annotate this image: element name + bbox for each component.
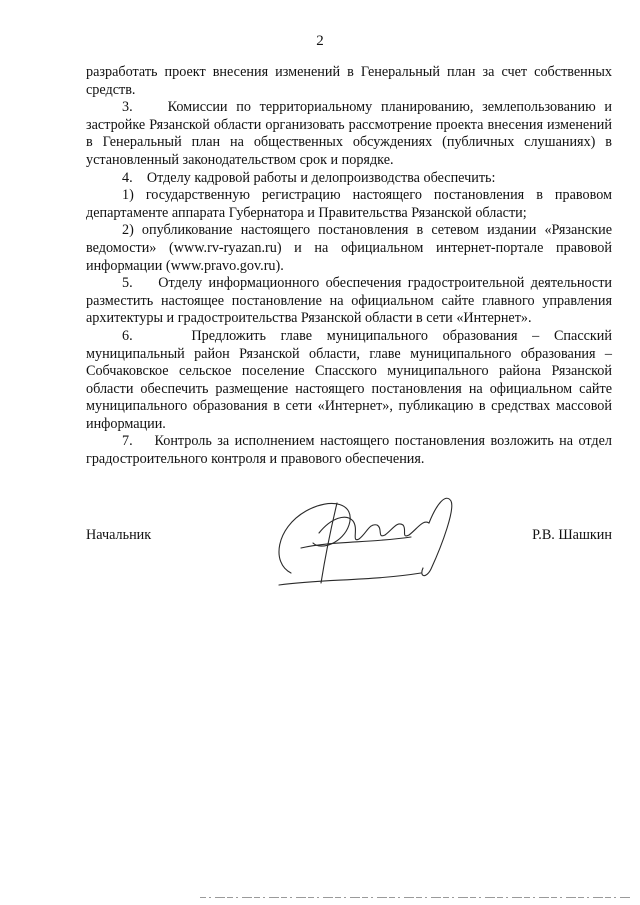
paragraph-item-6: 6. Предложить главе муниципального образования – Спасский муниципальный район Рязанской области, главе муниципального образования – Собчаковское сельское поселение Спасского муниципального района Рязанской области обеспечить размещение настоящего постановления на официальном сайте муниципального образования в сети «Интернет», публикацию в средствах массовой информации. (86, 327, 612, 432)
paragraph-item-7: 7. Контроль за исполнением настоящего постановления возложить на отдел градостроительного контроля и правового обеспечения. (86, 433, 612, 468)
paragraph-item-4-sub-1: 1) государственную регистрацию настоящего постановления в правовом департаменте аппарата Губернатора и Правительства Рязанской области; (86, 187, 612, 221)
signer-name: Р.В. Шашкин (532, 527, 612, 543)
paragraph-item-4: 4. Отделу кадровой работы и делопроизводства обеспечить: (122, 169, 496, 186)
signer-title: Начальник (86, 527, 152, 543)
page-number: 2 (316, 33, 324, 49)
document-body (86, 64, 612, 469)
paragraph-item-3: 3. Комиссии по территориальному планированию, землепользованию и застройке Рязанской области организовать рассмотрение проекта внесения изменений в Генеральный план на общественных обсуждениях (публичных слушаниях) в установленный законодательством срок и порядке. (86, 99, 612, 168)
paragraph-item-5: 5. Отделу информационного обеспечения градостроительной деятельности разместить настоящее постановление на официальном сайте главного управления архитектуры и градостроительства Рязанской области в сети «Интернет». (86, 275, 612, 327)
signature-block (86, 515, 612, 605)
paragraph-continuation: разработать проект внесения изменений в Генеральный план за счет собственных средств. (86, 64, 612, 98)
page-edge-marks (200, 896, 630, 899)
paragraph-item-4-sub-2: 2) опубликование настоящего постановления в сетевом издании «Рязанские ведомости» (www.rv-ryazan.ru) и на официальном интернет-портале правовой информации (www.pravo.gov.ru). (86, 222, 612, 274)
handwritten-signature (261, 473, 471, 593)
